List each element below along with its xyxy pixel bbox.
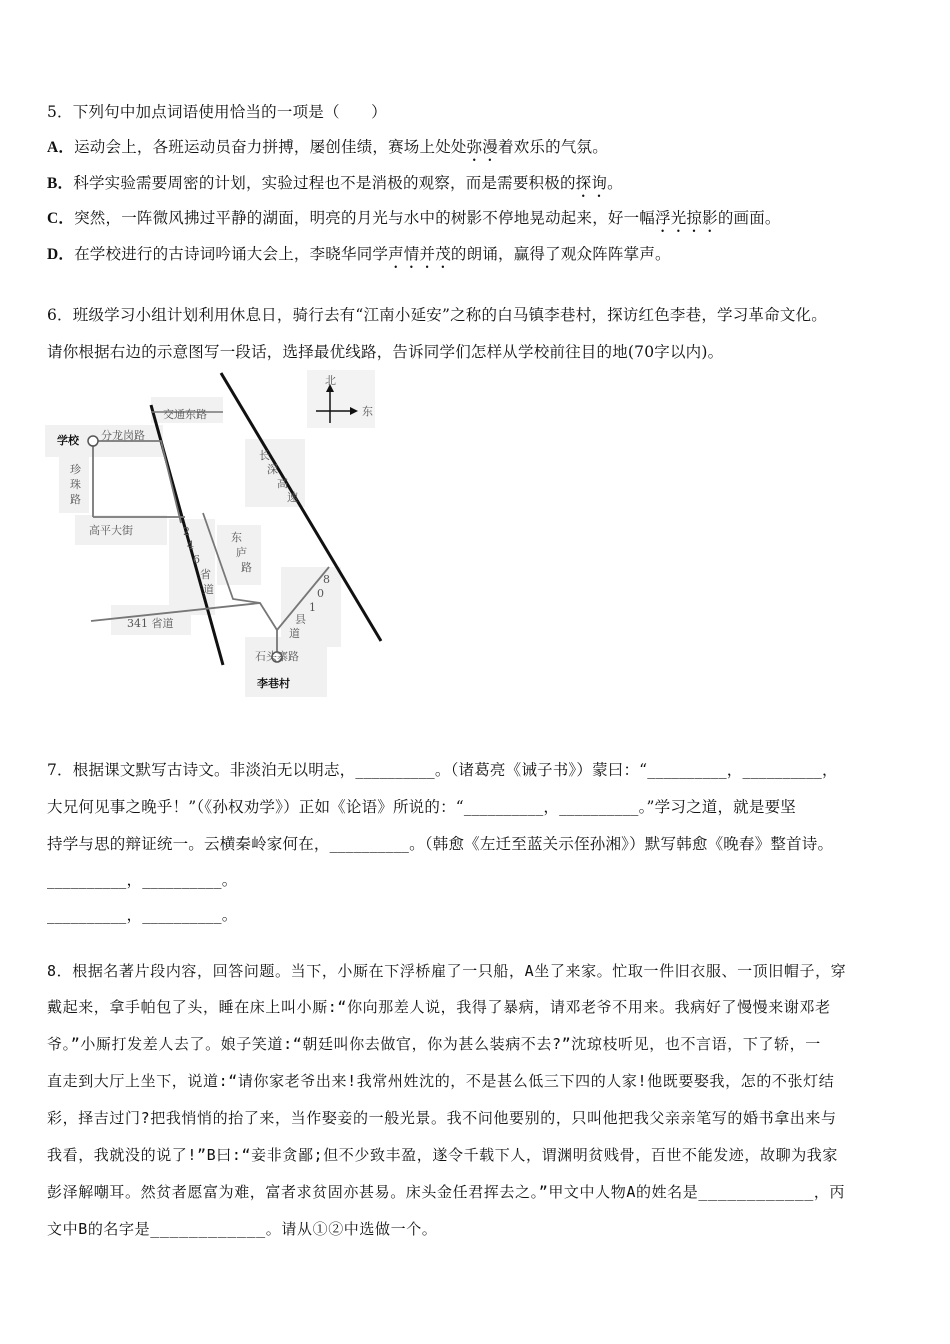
compass-east-label: 东 bbox=[362, 405, 373, 418]
option-text: 突然，一阵微风拂过平静的湖面，明亮的月光与水中的树影不停地晃动起来，好一幅 bbox=[74, 209, 655, 227]
label-changshen-4: 速 bbox=[287, 491, 298, 504]
option-text: 的朗诵，赢得了观众阵阵掌声。 bbox=[450, 245, 671, 263]
q7-line-3: 持学与思的辩证统一。云横秦岭家何在，__________。（韩愈《左迁至蓝关示侄孙湘》）默写韩愈《晚春》整首诗。 bbox=[47, 835, 834, 853]
label-801-2: 0 bbox=[317, 587, 324, 600]
label-lixiang: 李巷村 bbox=[257, 677, 290, 690]
q7-line-1: 7．根据课文默写古诗文。非淡泊无以明志，__________。（诸葛亮《诫子书》）蒙曰：“__________，__________， bbox=[47, 761, 838, 779]
label-zhenzhu-2: 珠 bbox=[70, 478, 81, 491]
option-text: 科学实验需要周密的计划，实验过程也不是消极的观察，而是需要积极的 bbox=[73, 174, 576, 192]
label-school: 学校 bbox=[57, 434, 79, 447]
label-246-4: 省 bbox=[200, 568, 211, 581]
option-label: A． bbox=[47, 139, 75, 156]
label-zhenzhu-1: 珍 bbox=[70, 463, 81, 476]
q8-line-5: 彩，择吉过门?把我悄悄的抬了来，当作娶妾的一般光景。我不问他要别的，只叫他把我父亲亲笔写的婚书拿出来与 bbox=[47, 1109, 837, 1127]
option-label: B． bbox=[47, 175, 74, 192]
option-text: 运动会上，各班运动员奋力拼搏，屡创佳绩，赛场上处处 bbox=[74, 138, 467, 156]
label-246-2: 4 bbox=[187, 539, 194, 552]
dotted-word: 探询 bbox=[575, 174, 608, 192]
option-label: D． bbox=[47, 246, 75, 263]
label-changshen-1: 长 bbox=[259, 449, 270, 462]
label-246-1: 2 bbox=[183, 525, 190, 538]
label-shitou: 石头寨路 bbox=[255, 650, 299, 663]
option-text: 的画面。 bbox=[717, 209, 781, 227]
option-text: 在学校进行的古诗词吟诵大会上，李晓华同学 bbox=[74, 245, 389, 263]
q8-line-4: 直走到大厅上坐下，说道:“请你家老爷出来!我常州姓沈的，不是甚么低三下四的人家!他既要娶我，怎的不张灯结 bbox=[47, 1072, 835, 1090]
label-801-3: 1 bbox=[309, 601, 316, 614]
label-gaoping: 高平大街 bbox=[89, 524, 133, 537]
q7-line-2: 大兄何见事之晚乎！”（《孙权劝学》）正如《论语》所说的：“__________，__________。”学习之道，就是要坚 bbox=[47, 798, 796, 816]
compass bbox=[307, 370, 375, 428]
route-map bbox=[45, 365, 390, 705]
label-fenlong: 分龙岗路 bbox=[101, 429, 145, 442]
label-341: 341 省道 bbox=[127, 617, 174, 630]
label-bg-246 bbox=[169, 519, 215, 615]
q8-line-7: 彭泽解嘲耳。然贫者愿富为难，富者求贫固亦甚易。床头金任君挥去之。”甲文中人物A的姓名是____________，丙 bbox=[47, 1183, 846, 1201]
label-246-5: 道 bbox=[203, 583, 214, 596]
q7-line-4: __________，__________。 bbox=[47, 871, 238, 889]
label-changshen-3: 高 bbox=[277, 477, 288, 490]
q8-line-8: 文中B的名字是____________。请从①②中选做一个。 bbox=[47, 1220, 438, 1238]
q5-option-a bbox=[47, 135, 608, 165]
q8-line-2: 戴起来，拿手帕包了头，睡在床上叫小厮:“你向那差人说，我得了暴病，请邓老爷不用来。我病好了慢慢来谢邓老 bbox=[47, 998, 831, 1016]
q8-line-1: 8．根据名著片段内容，回答问题。当下，小厮在下浮桥雇了一只船，A坐了来家。忙取一件旧衣服、一顶旧帽子，穿 bbox=[47, 962, 847, 980]
q8-line-6: 我看，我就没的说了!”B曰:“妾非贪鄙;但不少致丰盈，遂令千载下人，谓渊明贫贱骨，百世不能发迹，故聊为我家 bbox=[47, 1146, 838, 1164]
q5-option-d bbox=[47, 242, 671, 272]
label-jiaotong: 交通东路 bbox=[163, 408, 207, 421]
q6-line-2: 请你根据右边的示意图写一段话，选择最优线路，告诉同学们怎样从学校前往目的地(70字以内)。 bbox=[47, 343, 724, 361]
label-dongmiao-2: 庐 bbox=[236, 546, 247, 559]
compass-background bbox=[307, 370, 375, 428]
compass-north-label: 北 bbox=[325, 374, 336, 387]
school-marker-icon bbox=[88, 436, 98, 446]
label-changshen-2: 深 bbox=[267, 463, 278, 476]
q7-line-5: __________，__________。 bbox=[47, 906, 238, 924]
q6-line-1: 6．班级学习小组计划利用休息日，骑行去有“江南小延安”之称的白马镇李巷村，探访红色李巷，学习革命文化。 bbox=[47, 306, 827, 324]
q5-option-b bbox=[47, 171, 623, 201]
q5-option-c bbox=[47, 206, 781, 236]
label-801-5: 道 bbox=[289, 627, 300, 640]
dotted-word: 浮光掠影 bbox=[655, 209, 718, 227]
label-801-4: 县 bbox=[295, 613, 306, 626]
q5-stem: 5．下列句中加点词语使用恰当的一项是（ ） bbox=[47, 103, 387, 121]
q8-line-3: 爷。”小厮打发差人去了。娘子笑道:“朝廷叫你去做官，你为甚么装病不去?”沈琼枝听见，也不言语，下了轿，一 bbox=[47, 1035, 821, 1053]
option-text: 着欢乐的气氛。 bbox=[498, 138, 608, 156]
label-dongmiao-3: 路 bbox=[241, 561, 252, 574]
label-dongmiao-1: 东 bbox=[231, 531, 242, 544]
dotted-word: 弥漫 bbox=[466, 138, 499, 156]
option-text: 。 bbox=[607, 174, 623, 192]
dotted-word: 声情并茂 bbox=[388, 245, 451, 263]
option-label: C． bbox=[47, 210, 75, 227]
label-246-3: 6 bbox=[193, 553, 200, 566]
label-801-1: 8 bbox=[323, 573, 330, 586]
label-zhenzhu-3: 路 bbox=[70, 493, 81, 506]
